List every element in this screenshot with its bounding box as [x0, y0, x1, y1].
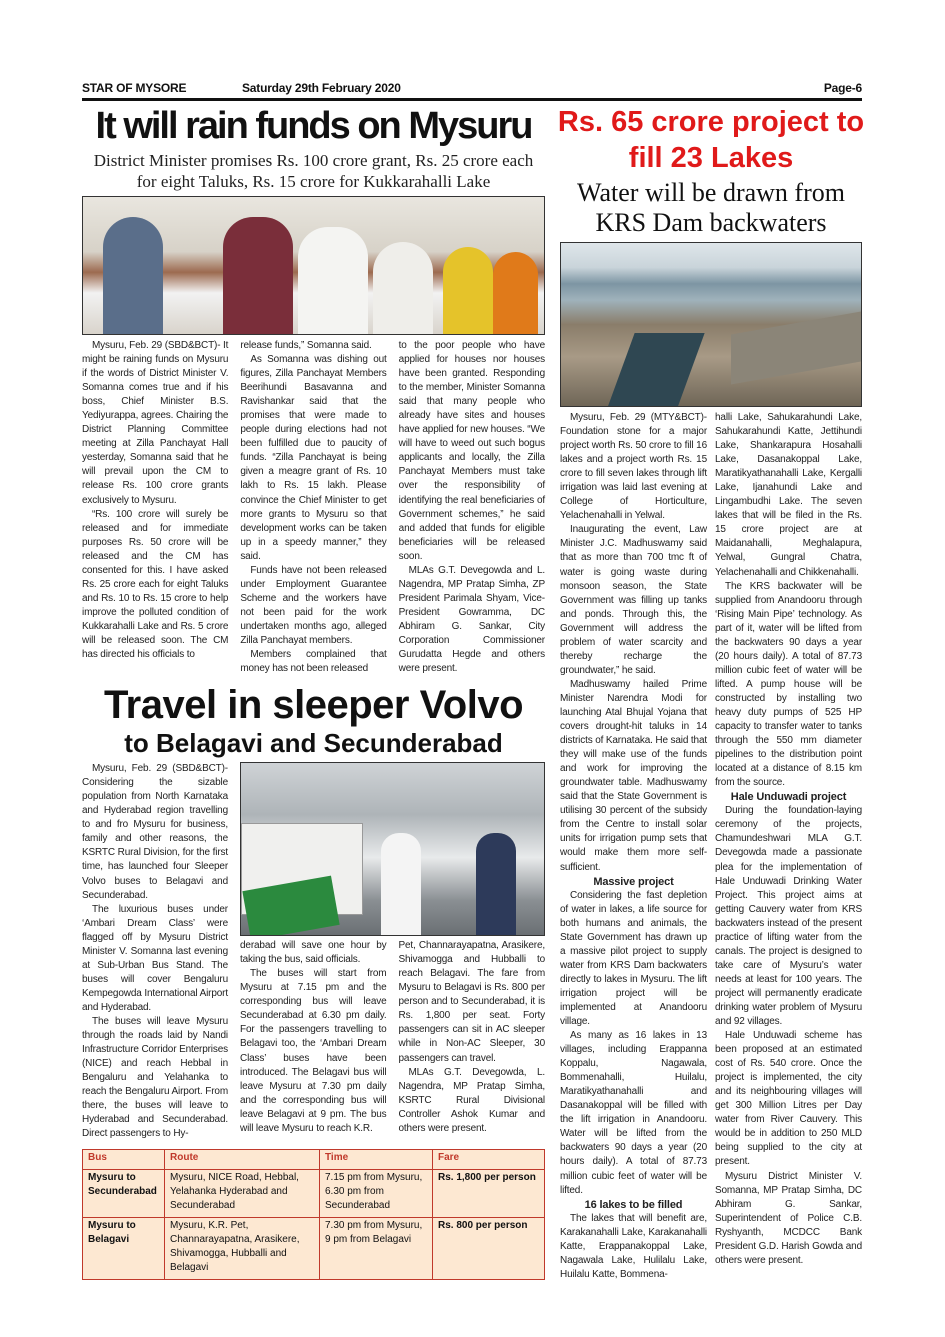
- table-row: [83, 1218, 545, 1280]
- article-paragraph: The buses will leave Mysuru through the roads laid by Nandi Infrastructure Corridor Enterprises (NICE) and reach Hebbal in Bengaluru and Yelahanka to reach the Bengaluru Airport. From there, the buses will leave to Hyderabad and Secunderabad. Direct passengers to Hy-: [82, 1015, 228, 1140]
- article-paragraph: halli Lake, Sahukarahundi Lake, Sahukarahundi Katte, Jettihundi Lake, Shankarapura Hosahalli Lake, Dasanakoppal Lake, Maratikyathanahalli Lake, Kergalli Lake, Ijanahundi Lake and Lingambudhi Lake. The seven lakes that will be filed in the Rs. 15 crore project are at Maidanahalli, Meghalapura, Yelwal, Gungral Chatra, Yelachenahalli and Chikkenahalli.: [715, 412, 862, 578]
- article3-subhead: to Belagavi and Secunderabad: [124, 728, 503, 759]
- table-header-bus: Bus: [83, 1150, 165, 1170]
- article2-photo-krs-backwaters: [560, 242, 862, 407]
- article-paragraph: MLAs G.T. Devegowda and L. Nagendra, MP Pratap Simha, ZP President Parimala Shyam, Vice-President Gowramma, DC Abhiram G. Sankar, City Corporation Commissioner Gurudatta Hegde and others were present.: [398, 564, 545, 675]
- article1-columns: [82, 339, 545, 676]
- article1-headline: It will rain funds on Mysuru: [95, 105, 532, 147]
- article-paragraph: Funds have not been released under Employment Guarantee Scheme and the workers have not been paid for the work undertaken months ago, alleged Zilla Panchayat members.: [240, 564, 387, 646]
- table-header-row: [83, 1150, 545, 1170]
- article-paragraph: Mysuru, Feb. 29 (SBD&BCT)- Considering the sizable population from North Karnataka and Hyderabad region travelling to and fro Mysuru for business, family and other reasons, the KSRTC Rural Division, for the first time, has launched four Sleeper Volvo buses to Belagavi and Secunderabad.: [82, 763, 228, 901]
- article-paragraph: Considering the fast depletion of water in lakes, a life source for both humans and animals, the State Government has drawn up a massive pilot project to supply water from KRS Dam backwaters directly to lakes in Mysuru. The lift irrigation project will be implemented at Anandooru village.: [560, 889, 707, 1028]
- table-cell-bus: Mysuru to Secunderabad: [83, 1170, 165, 1218]
- table-cell-time: 7.15 pm from Mysuru, 6.30 pm from Secunderabad: [320, 1170, 433, 1218]
- article-paragraph: The KRS backwater will be supplied from Anandooru through ‘Rising Main Pipe’ technology. As part of it, water will be lifted from the backwaters 90 days a year (20 hours daily). A total of 87.73 million cubic feet of water will be lifted. A pump house will be constructed by installing two heavy duty pumps of 525 HP capacity to transfer water to tanks through the 550 mm diameter pipelines to the distribution point located at a distance of 8.15 km from the source.: [715, 580, 862, 789]
- masthead-rule: [82, 98, 862, 101]
- article3-body: [82, 762, 545, 1141]
- table-cell-fare: Rs. 800 per person: [433, 1218, 545, 1280]
- article3-column-2: [240, 939, 387, 1136]
- article-paragraph: As Somanna was dishing out figures, Zilla Panchayat Members Beerihundi Basavanna and Ravishankar said that the promises that were made to people during elections had not been fulfilled due to paucity of funds. “Zilla Panchayat is being given a meagre grant of Rs. 10 lakh to Rs. 15 lakh. Please convince the Chief Minister to get more grants to Mysuru so that development works can be taken up in a speedy manner,” they said.: [240, 354, 387, 562]
- article-paragraph: The buses will start from Mysuru at 7.15 pm and the corresponding bus will leave Secunderabad at 6.30 pm daily. For the passengers travelling to Belagavi too, the ‘Ambari Dream Class’ buses have been introduced. The Belagavi bus will leave Mysuru at 7.30 pm daily and the corresponding bus will leave Belagavi at 9 pm. The bus will leave Mysuru to reach K.R.: [240, 968, 387, 1134]
- article-paragraph: Mysuru District Minister V. Somanna, MP Pratap Simha, DC Abhiram G. Sankar, Superintendent of Police C.B. Ryshyanth, MCDCC Bank President G.D. Harish Gowda and others were present.: [715, 1170, 862, 1266]
- article-paragraph: The luxurious buses under ‘Ambari Dream Class’ were flagged off by Mysuru District Minister V. Somanna last evening at Sub-Urban Bus Stand. The buses will cover Bengaluru Kempegowda International Airport and Hyderabad.: [82, 903, 228, 1013]
- table-header-time: Time: [320, 1150, 433, 1170]
- article2-column-1: [560, 411, 707, 1282]
- article1-deck-line: for eight Taluks, Rs. 15 crore for Kukkarahalli Lake: [136, 172, 491, 191]
- masthead-paper-name: STAR OF MYSORE: [82, 81, 187, 95]
- table-cell-bus: Mysuru to Belagavi: [83, 1218, 165, 1280]
- table-cell-route: Mysuru, K.R. Pet, Channarayapatna, Arasikere, Shivamogga, Hubballi and Belagavi: [165, 1218, 320, 1280]
- table-cell-time: 7.30 pm from Mysuru, 9 pm from Belagavi: [320, 1218, 433, 1280]
- masthead-date: Saturday 29th February 2020: [242, 81, 401, 95]
- section-subhead: 16 lakes to be filled: [584, 1198, 683, 1211]
- table-cell-fare: Rs. 1,800 per person: [433, 1170, 545, 1218]
- article-paragraph: MLAs G.T. Devegowda, L. Nagendra, MP Pratap Simha, KSRTC Rural Divisional Controller Ashok Kumar and others were present.: [398, 1066, 545, 1134]
- article3-photo-bus-flagoff: [240, 762, 545, 936]
- bus-fare-table: [82, 1149, 545, 1280]
- article2-column-2: [715, 411, 862, 1282]
- article1-deck-line: District Minister promises Rs. 100 crore grant, Rs. 25 crore each: [93, 151, 534, 170]
- table-cell-route: Mysuru, NICE Road, Hebbal, Yelahanka Hyderabad and Secunderabad: [165, 1170, 320, 1218]
- article1-column-2: [240, 339, 386, 676]
- article-paragraph: release funds,” Somanna said.: [240, 340, 372, 351]
- article1-photo: [82, 196, 545, 335]
- article-paragraph: Inaugurating the event, Law Minister J.C. Madhuswamy said that as more than 700 tmc ft of water is going waste during monsoon season, the State Government was filling up tanks and ponds. Through this, the Government will address the problem of water scarcity and thereby recharge the groundwater,” he said.: [560, 524, 707, 676]
- page-number: Page-6: [823, 81, 862, 95]
- article3-right-block: [240, 762, 545, 1141]
- article-paragraph: Members complained that money has not been released: [240, 649, 387, 675]
- article-paragraph: The lakes that will benefit are, Karakanahalli Lake, Karakanahalli Katte, Erappanakoppal Lake, Nagawala Lake, Hulilalu Lake, Huilalu Katte, Bommena-: [560, 1212, 707, 1280]
- article1-column-1: [82, 339, 228, 676]
- article-paragraph: Mysuru, Feb. 29 (SBD&BCT)- It might be raining funds on Mysuru if the words of District Minister V. Somanna comes true and if his boss, Chief Minister B.S. Yediyurappa, agrees. Chairing the District Planning Committee meeting at Zilla Panchayat Hall yesterday, Somanna said that he will prevail upon the CM to release Rs. 100 crore grants exclusively to Mysuru.: [82, 340, 229, 506]
- article2-deck: Water will be drawn from KRS Dam backwaters: [577, 178, 845, 237]
- article2-columns: [560, 411, 862, 1282]
- left-region: [82, 104, 545, 1280]
- article2-headline: Rs. 65 crore project to fill 23 Lakes: [557, 106, 865, 174]
- article-paragraph: Pet, Channarayapatna, Arasikere, Shivamogga and Hubballi to reach Belagavi. The fare from Mysuru to Belagavi is Rs. 800 per person and to Secunderabad, it is Rs. 1,800 per seat. Forty passengers can sit in AC sleeper while in Non-AC Sleeper, 30 passengers can travel.: [398, 940, 545, 1064]
- table-header-fare: Fare: [433, 1150, 545, 1170]
- article-paragraph: As many as 16 lakes in 13 villages, including Erappanna Koppalu, Nagawala, Bommenahalli, Huilalu, Maratikyathanahalli and Dasanakoppal will be filled with the lift irrigation in Anandooru. Water will be lifted from the backwaters 90 days a year (20 hours daily). A total of 87.73 million cubic feet of water will be lifted.: [560, 1030, 707, 1196]
- section-subhead: Hale Unduwadi project: [730, 791, 847, 804]
- section-subhead: Massive project: [593, 875, 674, 888]
- article-paragraph: “Rs. 100 crore will surely be released and for immediate purposes Rs. 50 crore will be released and the CM has consented for this. I have asked Rs. 25 crore each for eight Taluks and Rs. 10 to Rs. 15 crore to help improve the polluted condition of Kukkarahalli Lake and Rs. 5 crore will be released soon. The CM has directed his officials to: [82, 508, 229, 661]
- article-paragraph: Madhuswamy hailed Prime Minister Narendra Modi for launching Atal Bhujal Yojana that covers drought-hit taluks in 14 districts of Karnataka. He said that they will make use of the funds and work for improving the groundwater table. Madhuswamy said that the State Government is utilising 30 percent of the subsidy from the Centre to install solar units for irrigation pump sets that would make them more self-sufficient.: [560, 678, 707, 873]
- article1-deck: [82, 150, 545, 192]
- article-paragraph: derabad will save one hour by taking the bus, said officials.: [240, 940, 387, 966]
- article-paragraph: During the foundation-laying ceremony of the projects, Chamundeshwari MLA G.T. Devegowda made a passionate plea for the implementation of Hale Unduwadi Drinking Water Project. This project aims at getting Cauvery water from KRS backwaters instead of the present practice of lifting water from the canals. The project is designed to take care of Mysuru’s water needs at least for 100 years. The project will permanently eradicate drinking water problem of Mysuru and 92 villages.: [715, 805, 862, 1028]
- article3-headline: Travel in sleeper Volvo: [103, 683, 524, 728]
- right-region: [555, 104, 867, 1282]
- article-paragraph: Mysuru, Feb. 29 (MTY&BCT)- Foundation stone for a major project worth Rs. 50 crore to fill 16 lakes and a project worth Rs. 15 crore to fill seven lakes through lift irrigation was laid last evening at College of Horticulture, Yelachenahalli in Yelwal.: [560, 412, 707, 522]
- article1-column-3: [399, 339, 545, 676]
- article3-column-1: [82, 762, 228, 1141]
- article3-columns: [240, 939, 545, 1136]
- table-header-route: Route: [165, 1150, 320, 1170]
- article3-column-3: [399, 939, 546, 1136]
- article-paragraph: Hale Unduwadi scheme has been proposed at an estimated cost of Rs. 540 crore. Once the project is implemented, the city and its neighbouring villages will get 300 Million Litres per Day water from River Cauvery. This would be in addition to 250 MLD being supplied to the city at present.: [715, 1030, 862, 1168]
- table-row: [83, 1170, 545, 1218]
- article-paragraph: to the poor people who have applied for houses nor houses have been granted. Responding to the member, Minister Somanna said that many people who already have sites and houses have applied for new houses. “We will have to weed out such bogus applicants and locally, the Zilla Panchayat Members must take over the responsibility of identifying the real beneficiaries of Government schemes,” he said and added that funds for eligible beneficiaries will be released soon.: [398, 340, 545, 562]
